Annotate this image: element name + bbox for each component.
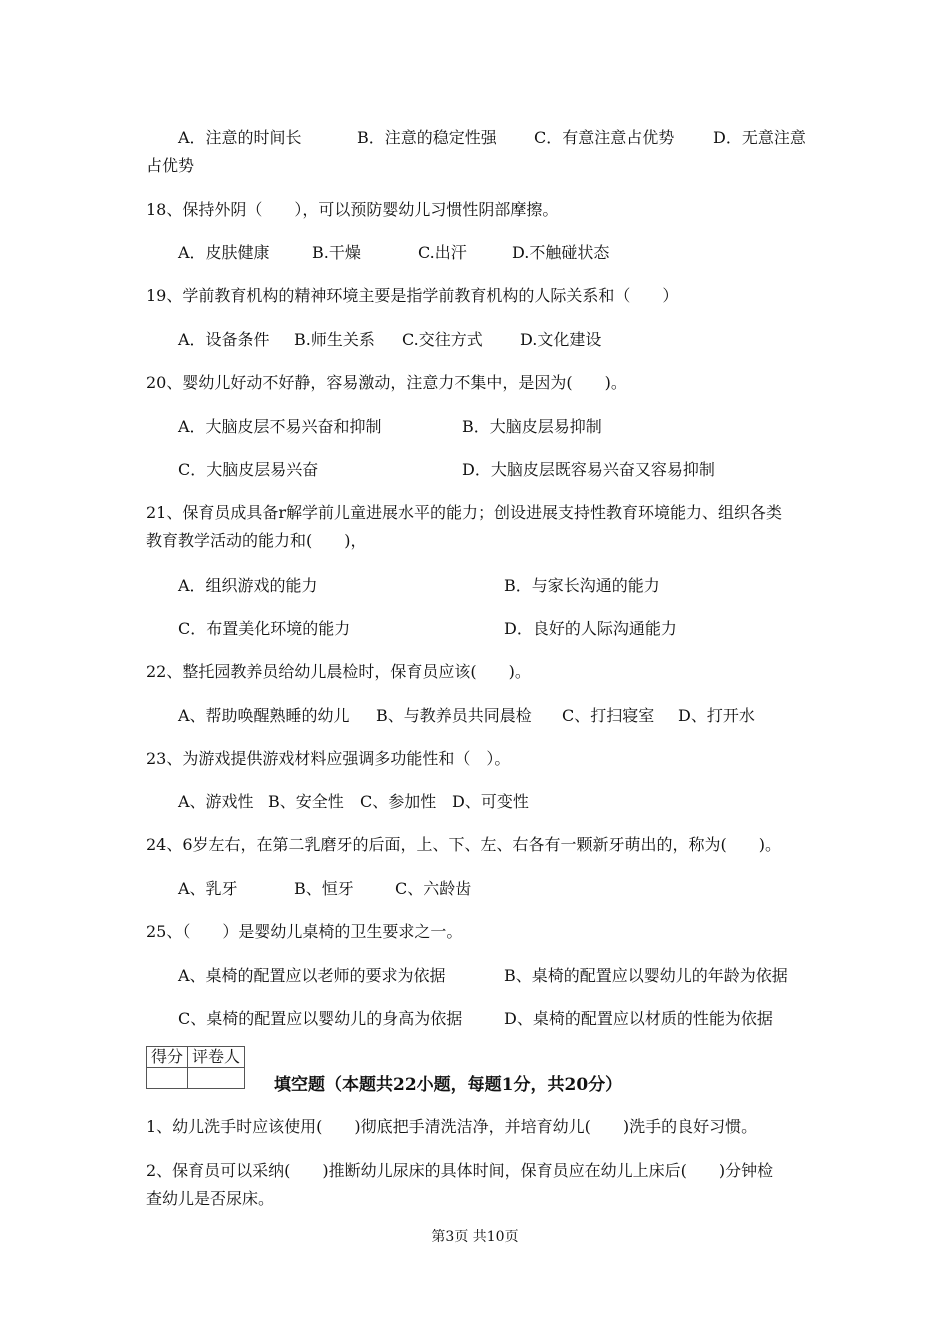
fill-question-1: 1、幼儿洗手时应该使用( )彻底把手清洗洁净，并培育幼儿( )洗手的良好习惯。 <box>146 1117 758 1136</box>
fill-question-2: 2、保育员可以采纳( )推断幼儿尿床的具体时间，保育员应在幼儿上床后( )分钟检 <box>146 1161 774 1180</box>
fill-question-2-wrap: 查幼儿是否尿床。 <box>146 1189 275 1208</box>
q18-option-a: A．皮肤健康 <box>178 243 270 262</box>
q22-option-a: A、帮助唤醒熟睡的幼儿 <box>178 706 350 725</box>
q22-option-c: C、打扫寝室 <box>562 706 655 725</box>
q25-option-a: A、桌椅的配置应以老师的要求为依据 <box>178 966 446 985</box>
question-25: 25、（ ）是婴幼儿桌椅的卫生要求之一。 <box>146 922 463 941</box>
question-21: 21、保育员成具备r解学前儿童进展水平的能力；创设进展支持性教育环境能力、组织各类 <box>146 503 783 522</box>
q22-option-b: B、与教养员共同晨检 <box>376 706 532 725</box>
score-box-label-grader: 评卷人 <box>188 1047 245 1068</box>
q17-option-c: C．有意注意占优势 <box>534 128 675 147</box>
q19-option-d: D.文化建设 <box>520 330 602 349</box>
q17-option-b: B．注意的稳定性强 <box>357 128 497 147</box>
question-23: 23、为游戏提供游戏材料应强调多功能性和（ ）。 <box>146 749 511 768</box>
question-18: 18、保持外阴（ ），可以预防婴幼儿习惯性阴部摩擦。 <box>146 200 559 219</box>
q22-option-d: D、打开水 <box>678 706 755 725</box>
q25-option-b: B、桌椅的配置应以婴幼儿的年龄为依据 <box>504 966 788 985</box>
section-title: 填空题（本题共22小题，每题1分，共20分） <box>274 1075 623 1095</box>
q17-option-d-wrap: 占优势 <box>146 156 195 175</box>
score-box-label-score: 得分 <box>147 1047 188 1068</box>
q23-option-b: B、安全性 <box>268 792 344 811</box>
q18-option-c: C.出汗 <box>418 243 467 262</box>
q25-option-d: D、桌椅的配置应以材质的性能为依据 <box>504 1009 773 1028</box>
question-21-wrap: 教育教学活动的能力和( )， <box>146 531 367 550</box>
score-box-cell-grader[interactable] <box>188 1068 245 1089</box>
q18-option-b: B.干燥 <box>312 243 361 262</box>
q18-option-d: D.不触碰状态 <box>512 243 610 262</box>
q25-option-c: C、桌椅的配置应以婴幼儿的身高为依据 <box>178 1009 463 1028</box>
q23-option-a: A、游戏性 <box>178 792 254 811</box>
q24-option-a: A、乳牙 <box>178 879 238 898</box>
q21-option-d: D．良好的人际沟通能力 <box>504 619 677 638</box>
q19-option-c: C.交往方式 <box>402 330 483 349</box>
q24-option-c: C、六龄齿 <box>395 879 472 898</box>
score-box <box>146 1046 245 1089</box>
q23-option-c: C、参加性 <box>360 792 437 811</box>
q20-option-d: D．大脑皮层既容易兴奋又容易抑制 <box>462 460 715 479</box>
question-19: 19、学前教育机构的精神环境主要是指学前教育机构的人际关系和（ ） <box>146 286 679 305</box>
q17-option-d: D．无意注意 <box>713 128 806 147</box>
q17-option-a: A．注意的时间长 <box>178 128 302 147</box>
score-box-cell-score[interactable] <box>147 1068 188 1089</box>
q19-option-a: A．设备条件 <box>178 330 270 349</box>
q20-option-a: A．大脑皮层不易兴奋和抑制 <box>178 417 382 436</box>
question-20: 20、婴幼儿好动不好静，容易激动，注意力不集中，是因为( )。 <box>146 373 627 392</box>
question-22: 22、整托园教养员给幼儿晨检时，保育员应该( )。 <box>146 662 531 681</box>
q21-option-a: A．组织游戏的能力 <box>178 576 318 595</box>
q21-option-c: C．布置美化环境的能力 <box>178 619 351 638</box>
q19-option-b: B.师生关系 <box>294 330 375 349</box>
q20-option-c: C．大脑皮层易兴奋 <box>178 460 319 479</box>
q21-option-b: B．与家长沟通的能力 <box>504 576 660 595</box>
q23-option-d: D、可变性 <box>452 792 529 811</box>
q20-option-b: B．大脑皮层易抑制 <box>462 417 602 436</box>
question-24: 24、6岁左右，在第二乳磨牙的后面，上、下、左、右各有一颗新牙萌出的，称为( )。 <box>146 835 782 854</box>
page-footer: 第3页 共10页 <box>431 1229 519 1245</box>
q24-option-b: B、恒牙 <box>294 879 354 898</box>
